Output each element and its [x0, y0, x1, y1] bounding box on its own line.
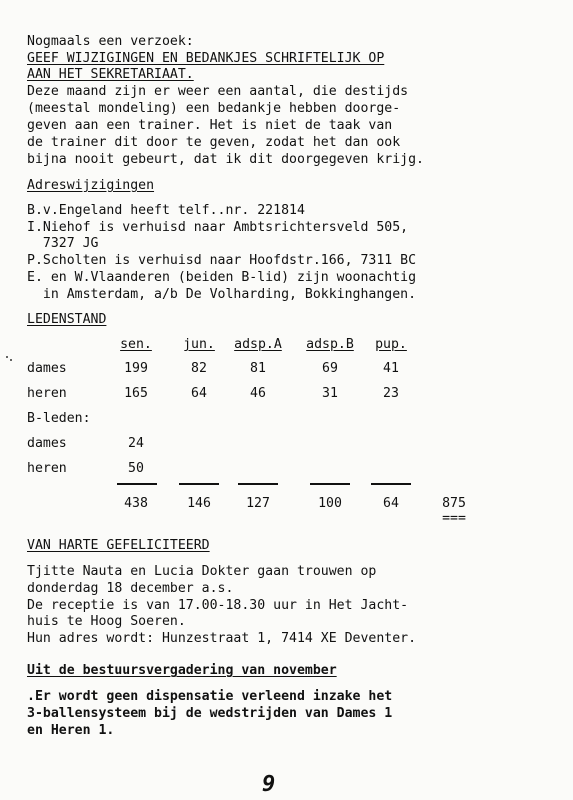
- table-cell: 81: [250, 361, 266, 376]
- total-cell: 100: [318, 496, 342, 511]
- address-line: B.v.Engeland heeft telf..nr. 221814: [27, 203, 305, 218]
- board-line: en Heren 1.: [27, 723, 115, 738]
- board-line: 3-ballensysteem bij de wedstrijden van Dames 1: [27, 706, 393, 721]
- total-rule: [310, 483, 350, 485]
- address-heading: Adreswijzigingen: [27, 178, 155, 193]
- congrats-line: Tjitte Nauta en Lucia Dokter gaan trouwen op: [27, 564, 377, 579]
- request-body-line: (meestal mondeling) een bedankje hebben doorge-: [27, 101, 401, 116]
- address-line: I.Niehof is verhuisd naar Ambtsrichtersveld 505,: [27, 220, 409, 235]
- row-label: heren: [27, 386, 67, 401]
- total-cell: 64: [383, 496, 399, 511]
- scan-speck: [10, 359, 12, 361]
- table-cell: 199: [124, 361, 148, 376]
- column-header: adsp.B: [306, 337, 354, 352]
- row-label: dames: [27, 361, 67, 376]
- table-cell: 31: [322, 386, 338, 401]
- table-cell: 41: [383, 361, 399, 376]
- total-rule: [179, 483, 219, 485]
- table-cell: 24: [128, 436, 144, 451]
- table-cell: 69: [322, 361, 338, 376]
- total-cell: 438: [124, 496, 148, 511]
- table-cell: 23: [383, 386, 399, 401]
- row-label: dames: [27, 436, 67, 451]
- total-cell: 127: [246, 496, 270, 511]
- column-header: sen.: [120, 337, 152, 352]
- membership-heading: LEDENSTAND: [27, 312, 107, 327]
- total-cell: 146: [187, 496, 211, 511]
- congrats-line: Hun adres wordt: Hunzestraat 1, 7414 XE Deventer.: [27, 631, 417, 646]
- address-line: in Amsterdam, a/b De Volharding, Bokkinghangen.: [27, 287, 417, 302]
- request-body-line: geven aan een trainer. Het is niet de taak van: [27, 118, 393, 133]
- congrats-heading: VAN HARTE GEFELICITEERD: [27, 538, 210, 553]
- page-number: 9: [262, 772, 276, 797]
- table-cell: 82: [191, 361, 207, 376]
- address-line: E. en W.Vlaanderen (beiden B-lid) zijn woonachtig: [27, 270, 417, 285]
- request-body-line: bijna nooit gebeurt, dat ik dit doorgegeven krijg.: [27, 152, 424, 167]
- request-heading: Nogmaals een verzoek:: [27, 34, 194, 49]
- table-cell: 64: [191, 386, 207, 401]
- request-body-line: Deze maand zijn er weer een aantal, die destijds: [27, 84, 409, 99]
- table-cell: 46: [250, 386, 266, 401]
- congrats-line: huis te Hoog Soeren.: [27, 614, 186, 629]
- scan-speck: [6, 356, 8, 358]
- total-rule: [371, 483, 411, 485]
- total-rule: [238, 483, 278, 485]
- column-header: jun.: [183, 337, 215, 352]
- b-leden-label: B-leden:: [27, 411, 91, 426]
- request-notice-line-1: GEEF WIJZIGINGEN EN BEDANKJES SCHRIFTELIJK OP: [27, 51, 385, 66]
- total-rule: [117, 483, 157, 485]
- congrats-line: De receptie is van 17.00-18.30 uur in Het Jacht-: [27, 598, 409, 613]
- column-header: pup.: [375, 337, 407, 352]
- request-body-line: de trainer dit door te geven, zodat het dan ook: [27, 135, 401, 150]
- congrats-line: donderdag 18 december a.s.: [27, 581, 234, 596]
- board-heading: Uit de bestuursvergadering van november: [27, 663, 337, 678]
- grand-total: 875: [442, 496, 466, 511]
- request-notice-line-2: AAN HET SEKRETARIAAT.: [27, 67, 194, 82]
- board-line: .Er wordt geen dispensatie verleend inzake het: [27, 689, 393, 704]
- table-cell: 165: [124, 386, 148, 401]
- address-line: 7327 JG: [27, 236, 99, 251]
- row-label: heren: [27, 461, 67, 476]
- table-cell: 50: [128, 461, 144, 476]
- grand-total-mark: ===: [442, 511, 466, 526]
- address-line: P.Scholten is verhuisd naar Hoofdstr.166, 7311 BC: [27, 253, 417, 268]
- column-header: adsp.A: [234, 337, 282, 352]
